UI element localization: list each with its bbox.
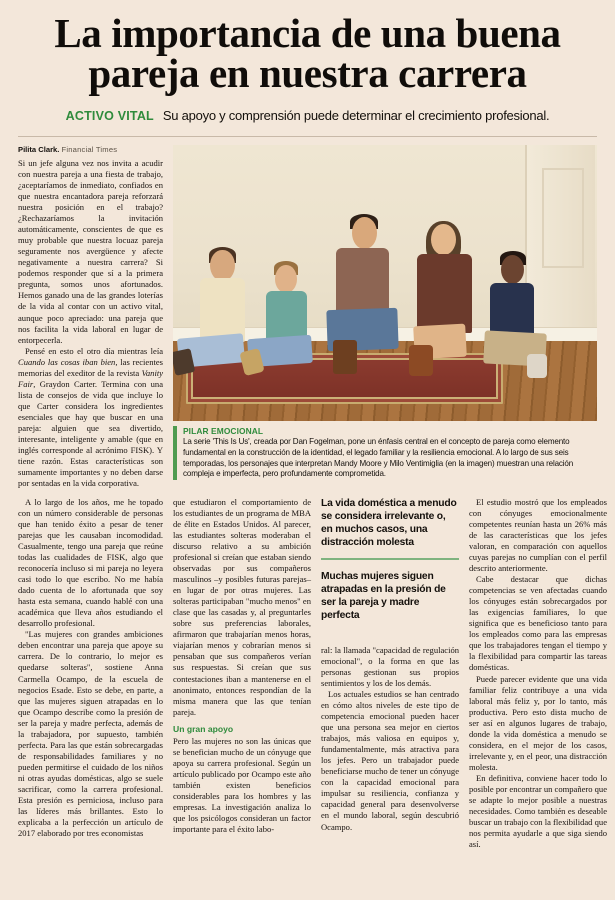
pull-quote-spacer (321, 623, 459, 645)
photo-figure-child-second (258, 252, 326, 384)
headline-line-1: La importancia de una buena (54, 10, 561, 56)
book-title: Cuando las cosas iban bien (18, 356, 116, 367)
column-4-text (469, 497, 607, 851)
paragraph: Si un jefe alguna vez nos invita a acudir con nuestra pareja a una fiesta de trabajo, ¿aceptaríamos de inmediato, confiados en que nuestra encantadora pareja reforzará nuestra posición en el trabajo? ¿Rechazaríamos la invitación automáticamente, conscientes de que es muy probable que nuestra locuaz pareja seguramente nos avergüence y afecte negativamente a nuestra carrera? Si podemos responder que sí a la primera pregunta, somos unos afortunados. Hemos ganado una de las grandes loterías de la vida al contar con un activo vital, aunque poco apreciado: una pareja que nos facilita la vida laboral en lugar de entorpecerla. (18, 157, 163, 345)
text-run: , las recientes memorias del exeditor de la revista (18, 356, 163, 378)
text-run: Pensé en esto el otro día mientras leía (25, 345, 163, 356)
article-photo (173, 145, 597, 421)
divider-under-kicker (18, 136, 597, 137)
column-4 (469, 497, 607, 851)
paragraph: Pero las mujeres no son las únicas que se benefician mucho de un cónyuge que apoya su carrera profesional. Según un artículo publicado por Ocampo este año también existen beneficios considerables para los hombres y las empresas. La investigación analiza lo que los psicólogos consideran un factor importante para el éxito labo- (173, 735, 311, 835)
section-subhead-un-gran-apoyo: Un gran apoyo (173, 723, 234, 734)
caption-title: PILAR EMOCIONAL (183, 425, 264, 436)
column-1-lower (18, 497, 163, 851)
lower-columns (18, 496, 607, 851)
headline-line-2: pareja en nuestra carrera (88, 49, 527, 96)
caption-accent-bar (173, 426, 177, 481)
paragraph: "Las mujeres con grandes ambiciones deben encontrar una pareja que apoye su carrera. De lo contrario, lo mejor es quedarse solteras", sostiene Anna Carmella Ocampo, de la escuela de negocios Esade. Esto se debe, en parte, a que las mujeres siguen atrapadas en lo que Ocampo describe como la presión de ser la pareja y madre perfecta, además de la trabajadora, por supuesto, también perfecta. Para las que están sobrecargadas de responsabilidades familiares y no pueden permitirse el cuidado de los niños ni otras ayudas domésticas, algo se suele sacrificar, como la carrera profesional. Esta presión es perniciosa, incluso para las líderes más brillantes. Esto lo explicaba a la perfección un artículo de 2017 elaborado por tres economistas (18, 629, 163, 839)
paragraph: Cabe destacar que dichas competencias se ven afectadas cuando los cónyuges están sobrecargados por las exigencias familiares, lo que significa que es beneficioso tanto para los empleados como para las empresas que los trabajadores tengan el tiempo y la flexibilidad para compartir las tareas domésticas. (469, 573, 607, 673)
paragraph: ral: la llamada "capacidad de regulación emocional", o la forma en que las personas gestionan sus propios sentimientos y los de los demás. (321, 644, 459, 688)
photo-figure-mother (410, 219, 491, 385)
paragraph: El estudio mostró que los empleados con cónyuges emocionalmente competentes reunían hasta un 26% más de las características que los jefes valoran, en comparación con aquellos cuyas parejas no cumplían con el perfil descrito anteriormente. (469, 496, 607, 573)
caption-body (183, 426, 597, 481)
kicker-tag: ACTIVO VITAL (65, 108, 154, 123)
magazine-title: Vanity Fair (18, 367, 163, 389)
article-photo-wrap (173, 145, 597, 490)
top-region (18, 145, 597, 490)
pull-quote-divider (321, 558, 459, 560)
photo-figure-father (330, 214, 411, 385)
column-2 (173, 497, 311, 851)
byline-organization: Financial Times (61, 144, 118, 154)
kicker-subtitle: Su apoyo y comprensión puede determinar el crecimiento profesional. (162, 107, 550, 123)
byline (18, 145, 163, 154)
paragraph: que estudiaron el comportamiento de los estudiantes de un programa de MBA de élite en Estados Unidos. Al parecer, las estudiantes solteras moderaban el discurso relativo a su ambición profesional si creían que estaban siendo observadas por sus compañeros masculinos –y posibles futuras parejas– en lugar de por otras mujeres. Las solteras participaban "mucho menos" en clase que las casadas y, al preguntarles sobre sus preferencias laborales, afirmaron que trabajarían menos horas, viajarían menos y cobrarían menos si pensaban que sus compañeros verían sus respuestas. Si creían que sus contestaciones iban a mantenerse en el anonimato, entonces respondían de la misma manera que las que tenían pareja. (173, 496, 311, 717)
caption-text: La serie 'This Is Us', creada por Dan Fogelman, pone un énfasis central en el concepto de pareja como elemento fundamental en la construcción de la identidad, el legado familiar y la resiliencia emocional. A lo largo de sus seis temporadas, los personajes que interpretan Mandy Moore y Milo Ventimiglia (en la imagen) muestran una relación compleja e imperfecta, pero profundamente comprometida. (183, 437, 574, 479)
byline-author: Pilita Clark. (18, 144, 60, 154)
column-2-text (173, 497, 311, 718)
column-2-text-after-subhead (173, 736, 311, 836)
column-3 (321, 497, 459, 851)
pull-quote-2: Muchas mujeres siguen atrapadas en la presión de ser la pareja y madre perfecta (321, 571, 446, 622)
column-1-upper (18, 145, 163, 490)
photo-figure-child-right (483, 247, 555, 385)
column-1-text-upper (18, 158, 163, 490)
column-3-text (321, 645, 459, 833)
photo-caption (173, 426, 597, 481)
paragraph: Los actuales estudios se han centrado en cómo altos niveles de este tipo de competencia emocional pueden hacer que una persona sea mejor en ciertos trabajos, más valiosa en equipos y, fundamentalmente, más atractiva para los jefes. Pero un trabajador puede beneficiarse mucho de tener un cónyuge con la capacidad emocional para impulsar su resiliencia, confianza y capacidad general para desenvolverse en el mundo laboral, según descubrió Ocampo. (321, 688, 459, 832)
page-title (18, 0, 597, 94)
paragraph: En definitiva, conviene hacer todo lo posible por encontrar un compañero que se adapte lo mejor posible a nuestras necesidades. Como también es deseable buscar un trabajo con la flexibilidad que nos permita ayudarle a que siga siendo así. (469, 773, 607, 850)
text-run: , Graydon Carter. Termina con una lista de consejos de vida que incluye lo que Carter considera los ingredientes esenciales que hay que buscar en una pareja: alguien que sea divertido, interesante, inteligente y amable (que en inglés corresponde al acrónimo FISK). Y tiene razón. Estas características son sumamente importantes y no deben darse por sentadas en la vida corporativa. (18, 378, 163, 489)
pull-quote-1: La vida doméstica a menudo se considera irrelevante o, en muchos casos, una distracción molesta (321, 497, 457, 548)
paragraph: Puede parecer evidente que una vida familiar feliz contribuye a una vida laboral más feliz y, por lo tanto, más productiva. Pero esto dista mucho de ser así en algunos lugares de trabajo, donde la vida doméstica a menudo se considera, en el mejor de los casos, irrelevante y, en el peor, una distracción molesta. (469, 673, 607, 773)
paragraph (18, 346, 163, 490)
kicker-row (18, 108, 597, 127)
column-1-text-lower (18, 497, 163, 840)
paragraph: A lo largo de los años, me he topado con un número considerable de personas que han tenido éxito a pesar de tener parejas que les causaban incomodidad. Casualmente, tengo una pareja que reúne todas las cualidades de FISK, algo que reconocería incluso si mi pareja no leyera casi todo lo que escribo. No me había dado cuenta de lo afortunada que soy hasta esta semana, cuando hablé con una académica que lleva años estudiando el desarrollo profesional. (18, 496, 163, 629)
